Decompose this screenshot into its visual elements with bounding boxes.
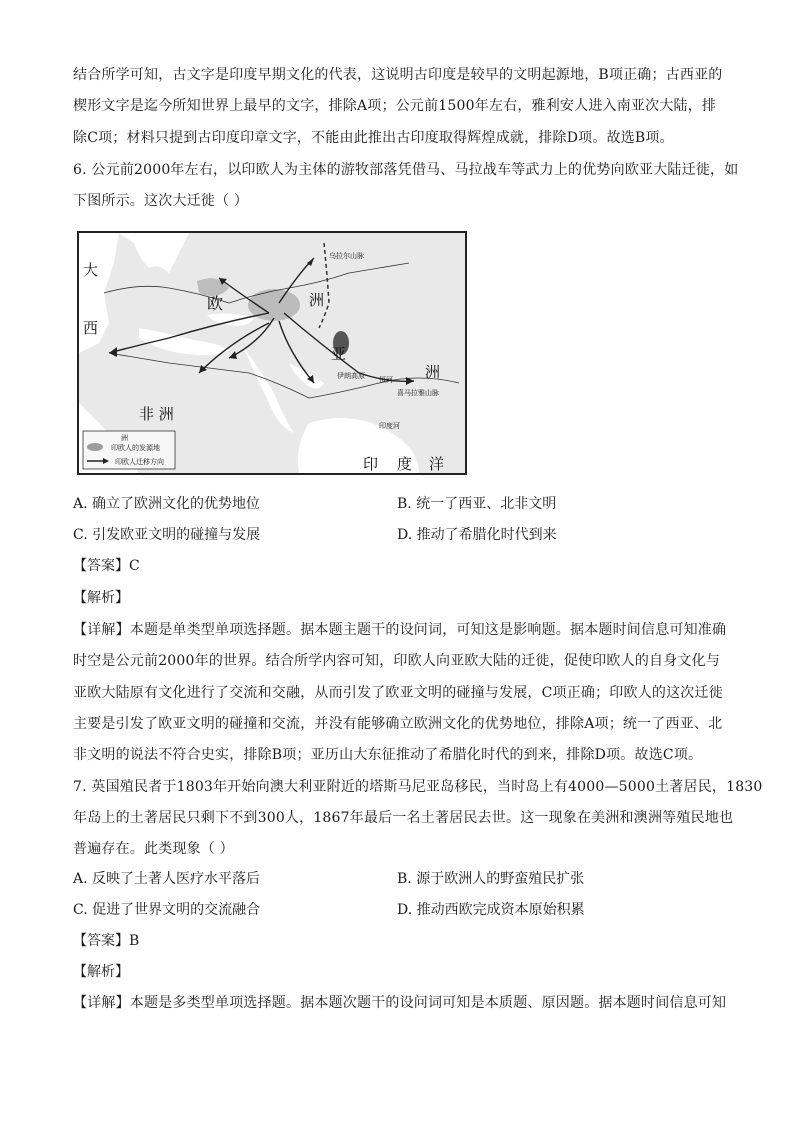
map-label-da: 大 <box>83 261 99 279</box>
map-legend-item1: 印欧人的发源地 <box>111 444 160 452</box>
q6-detail-line-3: 亚欧大陆原有文化进行了交流和交融，从而引发了欧亚文明的碰撞与发展，C项正确；印欧人的这次迁徙 <box>73 685 723 701</box>
map-label-ya: 亚 <box>331 345 347 363</box>
map-label-du: 度 <box>397 455 413 473</box>
map-label-zhou2: 洲 <box>425 363 441 381</box>
q6-stem-line-2: 下图所示。这次大迁徙（ ） <box>73 193 249 209</box>
q7-answer-tag: 【答案】 <box>73 933 129 949</box>
q6-detail-line-4: 主要是引发了欧亚文明的碰撞和交流，并没有能够确立欧洲文化的优势地位，排除A项；统一了西亚、北 <box>73 716 723 732</box>
q6-answer-row <box>73 556 140 576</box>
q6-answer-value: C <box>129 558 140 574</box>
q6-stem-line-1: 6. 公元前2000年左右，以印欧人为主体的游牧部落凭借马、马拉战车等武力上的优势向欧亚大陆迁徙，如 <box>73 162 739 178</box>
q6-analysis-tag: 【解析】 <box>73 590 129 606</box>
q6-detail-line-1: 【详解】本题是单类型单项选择题。据本题主题干的设问词，可知这是影响题。据本题时间信息可知准确 <box>73 622 727 638</box>
q7-stem-line-3: 普遍存在。此类现象（ ） <box>73 841 234 857</box>
q7-stem-line-1: 7. 英国殖民者于1803年开始向澳大利亚附近的塔斯马尼亚岛移民，当时岛上有4000—5000土著居民，1830 <box>73 779 763 795</box>
map-label-yang: 洋 <box>429 455 445 473</box>
map-small-iran: 伊朗高原 <box>337 372 365 380</box>
map-label-yin: 印 <box>363 455 379 473</box>
map-small-ganges: 恒河 <box>379 376 393 384</box>
intro-line-2: 楔形文字是迄今所知世界上最早的文字，排除A项；公元前1500年左右，雅利安人进入南亚次大陆，排 <box>73 98 717 114</box>
q6-detail-line-2: 时空是公元前2000年的世界。结合所学内容可知，印欧人向亚欧大陆的迁徙，促使印欧人的自身文化与 <box>73 653 721 669</box>
map-label-xi: 西 <box>83 319 99 337</box>
map-small-himalaya: 喜马拉雅山脉 <box>397 389 439 397</box>
q7-stem-line-2: 年岛上的土著居民只剩下不到300人，1867年最后一名土著居民去世。这一现象在美洲和澳洲等殖民地也 <box>73 810 734 826</box>
q7-analysis-tag: 【解析】 <box>73 964 129 980</box>
map-graphic <box>79 233 465 473</box>
q7-answer-value: B <box>129 933 140 949</box>
q6-detail-line-5: 非文明的说法不符合史实，排除B项；亚历山大东征推动了希腊化时代的到来，排除D项。故选C项。 <box>73 747 703 763</box>
q7-detail-line-1: 【详解】本题是多类型单项选择题。据本题次题干的设问词可知是本质题、原因题。据本题时间信息可知 <box>73 995 727 1011</box>
q6-answer-tag: 【答案】 <box>73 558 129 574</box>
intro-line-1: 结合所学可知，古文字是印度早期文化的代表，这说明古印度是较早的文明起源地，B项正确；古西亚的 <box>73 67 723 83</box>
intro-line-3: 除C项；材料只提到古印度印章文字，不能由此推出古印度取得辉煌成就，排除D项。故选B项。 <box>73 130 674 146</box>
q7-option-d[interactable]: D. 推动西欧完成资本原始积累 <box>397 902 585 918</box>
q6-option-b[interactable]: B. 统一了西亚、北非文明 <box>397 496 557 512</box>
migration-map <box>77 231 467 475</box>
map-small-ural: 乌拉尔山脉 <box>329 252 364 260</box>
map-legend-item2: 印欧人迁移方向 <box>115 458 164 466</box>
q7-option-a[interactable]: A. 反映了土著人医疗水平落后 <box>73 871 261 887</box>
q7-answer-row <box>73 931 139 951</box>
q6-option-c[interactable]: C. 引发欧亚文明的碰撞与发展 <box>73 527 261 543</box>
q6-option-d[interactable]: D. 推动了希腊化时代到来 <box>397 527 557 543</box>
q6-option-a[interactable]: A. 确立了欧洲文化的优势地位 <box>73 496 261 512</box>
map-label-zhou1: 洲 <box>309 291 325 309</box>
map-label-feizhou: 非 洲 <box>139 405 174 423</box>
map-legend-title: 洲 <box>121 434 128 442</box>
q7-option-b[interactable]: B. 源于欧洲人的野蛮殖民扩张 <box>397 871 585 887</box>
q7-option-c[interactable]: C. 促进了世界文明的交流融合 <box>73 902 261 918</box>
map-small-indus: 印度河 <box>379 422 400 430</box>
map-label-ou: 欧 <box>207 294 224 313</box>
